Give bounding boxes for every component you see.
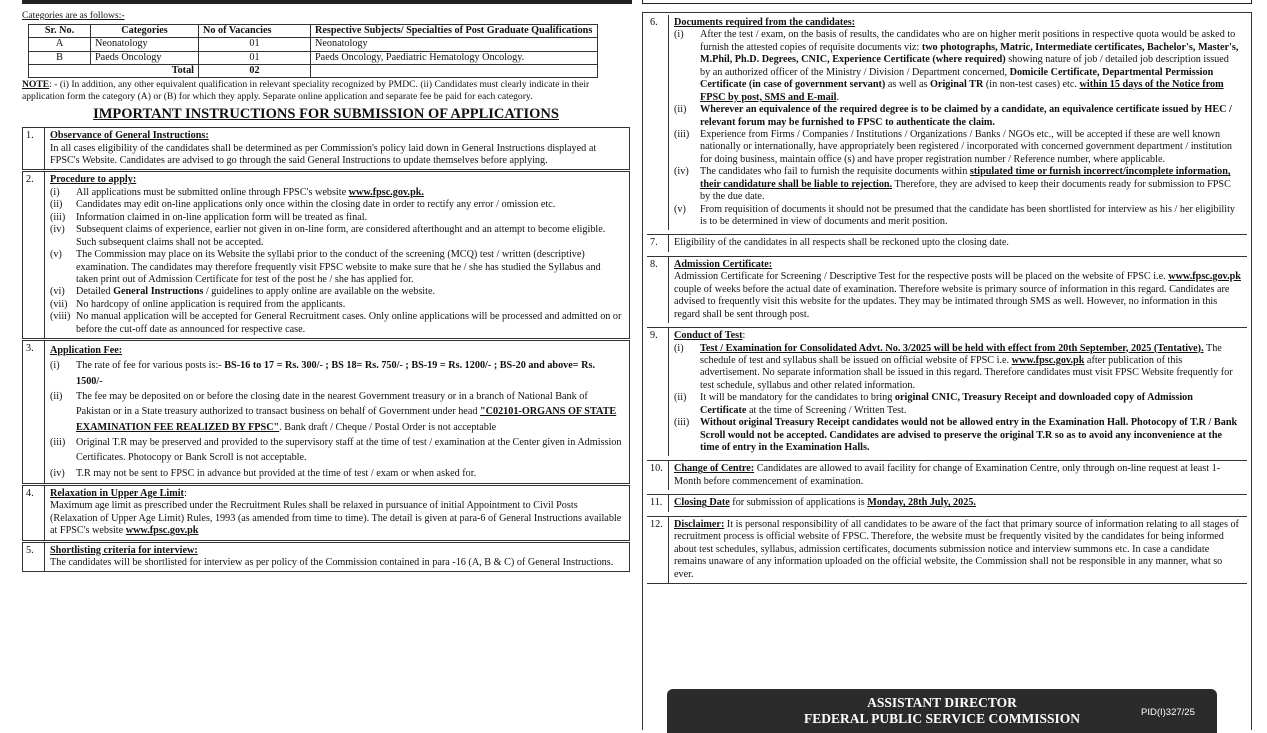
list-item — [50, 435, 623, 466]
section-title: Shortlisting criteria for interview: — [50, 544, 198, 556]
item-number: (i) — [674, 29, 684, 41]
item-text: The Commission may place on its Website the syllabi prior to the conduct of the screening (MCQ) test / written (descriptive) examination. The candidates may therefore frequently visit FPSC website to make sure that he / she has studied the Syllabus and taken print out of Admission Certificate for test of the post he / she has applied for. — [76, 249, 601, 285]
item-number: (v) — [50, 249, 62, 261]
item-number: (vii) — [50, 298, 68, 310]
item-text: From requisition of documents it should not be presumed that the candidate has been shortlisted for interview as his / her eligibility is to be determined in view of documents and merit position. — [700, 203, 1236, 227]
table-header: Sr. No. — [29, 24, 91, 37]
item-text: Therefore, they are advised to keep their documents ready for submission to FPSC by the due date. — [700, 178, 1231, 203]
item-number: (ii) — [674, 104, 687, 116]
section-text: In all cases eligibility of the candidates shall be determined as per Commission's policy laid down in General Instructions displayed at FPSC's Website. Candidates are advised to go through the said General Instructions to update themselves before applying. — [50, 142, 597, 167]
list-item — [674, 392, 1241, 417]
table-header-row — [29, 24, 598, 37]
list-item — [674, 343, 1241, 393]
section-number: 6. — [647, 15, 669, 230]
item-number: (iv) — [50, 224, 65, 236]
total-value: 02 — [199, 65, 311, 78]
section-6 — [647, 15, 1247, 230]
section-title: Closing Date — [674, 497, 730, 509]
note-label: NOTE — [22, 79, 50, 91]
section-text: The candidates will be shortlisted for interview as per policy of the Commission contained in para -16 (A, B & C) of General Instructions. — [50, 557, 614, 568]
list-item — [50, 466, 623, 481]
list-item — [50, 187, 623, 199]
list-item — [674, 417, 1241, 454]
item-text: Detailed — [76, 286, 114, 298]
table-cell: 01 — [199, 51, 311, 64]
item-text-bold: Original TR — [930, 79, 984, 91]
item-text: Information claimed in on-line application form will be treated as final. — [76, 211, 368, 223]
section-text: Maximum age limit as prescribed under the Recruitment Rules shall be relaxed in pursuance of initial Appointment to Civil Posts (Relaxation of Upper Age Limit) Rules, 1993 (as amended from time to time). The detail is given at para-6 of General Instructions available at FPSC's website — [50, 500, 622, 537]
table-row — [29, 38, 598, 51]
fee-rates: BS-16 to 17 = Rs. 300/- ; BS 18= Rs. 750/- ; BS-19 = Rs. 1200/- ; BS-20 and above= Rs. 1500/- — [76, 360, 596, 387]
item-text: Wherever an equivalence of the required degree is to be claimed by a candidate, an equivalence certificate issued by HEC / relevant forum may be furnished to FPSC to authenticate the claim. — [700, 104, 1232, 128]
section-1 — [22, 127, 630, 170]
table-header: Categories — [91, 24, 199, 37]
organization-name: FEDERAL PUBLIC SERVICE COMMISSION — [804, 711, 1080, 727]
item-text: The fee may be deposited on or before the closing date in the nearest Government treasury or in a branch of National Bank of Pakistan or in a State treasury authorized to transact business on behalf of Government under head — [76, 391, 588, 418]
categories-intro: Categories are as follows:- — [22, 10, 125, 21]
section-number: 8. — [647, 257, 669, 323]
item-number: (i) — [674, 342, 684, 354]
section-title: Admission Certificate: — [674, 258, 773, 270]
item-text: No hardcopy of online application is required from the applicants. — [76, 298, 346, 310]
item-number: (iv) — [674, 166, 689, 178]
item-text: / guidelines to apply online are available on the website. — [203, 286, 436, 298]
item-text: Original T.R may be preserved and provided to the supervisory staff at the time of test / examination at the Center given in Admission Certificates. Photocopy or Bank Scroll is not acceptable. — [76, 436, 622, 464]
pid-number: PID(I)327/25 — [1141, 707, 1195, 718]
section-11 — [647, 494, 1247, 511]
item-text: as well as — [885, 79, 930, 91]
signatory-title: ASSISTANT DIRECTOR — [867, 695, 1017, 710]
section-7 — [647, 234, 1247, 251]
item-number: (vi) — [50, 286, 65, 298]
section-text: couple of weeks before the actual date of examination. Therefore website is primary source of information in this regard. Candidates are advised to frequently visit this website for the updates. They may be intimated through SMS as well. However, no information in this regard shall be sent through post. — [674, 283, 1230, 320]
list-item — [674, 104, 1241, 129]
section-number: 11. — [647, 495, 669, 511]
fpsc-website-link[interactable]: www.fpsc.gov.pk. — [348, 186, 424, 198]
title-colon: : — [742, 330, 746, 342]
list-item — [50, 299, 623, 311]
instructions-heading: IMPORTANT INSTRUCTIONS FOR SUBMISSION OF APPLICATIONS — [93, 106, 559, 123]
total-label: Total — [29, 65, 199, 78]
section-9 — [647, 327, 1247, 456]
item-text-bold: stipulated time or furnish incorrect/incomplete information, their candidature shall be liable to rejection. — [700, 166, 1231, 190]
title-colon: : — [183, 487, 187, 499]
item-text: The candidates who fail to furnish the requisite documents within — [700, 166, 970, 178]
fpsc-website-link[interactable]: www.fpsc.gov.pk — [1011, 354, 1085, 366]
section-text: Eligibility of the candidates in all respects shall be reckoned upto the closing date. — [674, 237, 1009, 249]
section-title: Observance of General Instructions: — [50, 130, 209, 142]
table-cell: Paeds Oncology — [91, 51, 199, 64]
section-title: Disclaimer: — [674, 518, 725, 530]
item-text: . Bank draft / Cheque / Postal Order is not acceptable — [279, 421, 497, 433]
list-item — [50, 389, 623, 435]
item-text: T.R may not be sent to FPSC in advance but provided at the time of test / exam or when asked for. — [76, 467, 477, 479]
item-text-bold: General Instructions — [113, 286, 204, 298]
list-item — [674, 129, 1241, 166]
section-title: Application Fee: — [50, 345, 123, 357]
table-header: Respective Subjects/ Specialties of Post Graduate Qualifications — [311, 24, 598, 37]
section-number: 2. — [23, 172, 45, 338]
item-text: It will be mandatory for the candidates to bring — [700, 392, 895, 404]
item-text: After the test / exam, on the basis of results, the candidates who are on higher merit positions in respective quota would be asked to furnish the attested copies of requisite documents viz: — [700, 29, 1236, 53]
section-text: for submission of applications is — [729, 497, 868, 509]
section-number: 5. — [23, 543, 45, 572]
item-number: (ii) — [50, 391, 63, 403]
right-column — [642, 12, 1252, 730]
top-rule-left — [22, 0, 632, 4]
section-number: 7. — [647, 235, 669, 251]
section-number: 1. — [23, 128, 45, 169]
table-cell: Neonatology — [311, 38, 598, 51]
section-3 — [22, 340, 630, 484]
section-number: 12. — [647, 517, 669, 583]
item-text: The schedule of test and syllabus shall be issued on official website of FPSC i.e. — [700, 342, 1222, 366]
note-text: : - (i) In addition, any other equivalent qualification in relevant speciality recognized by PMDC. (ii) Candidates must clearly indicate in their application form the category (A) or (B) for which they apply. Separate online application and separate fee be paid for each category. — [22, 79, 590, 102]
closing-date: Monday, 28th July, 2025. — [867, 497, 976, 509]
table-total-row — [29, 65, 598, 78]
note — [22, 79, 630, 102]
table-row — [29, 51, 598, 64]
item-number: (iv) — [50, 467, 65, 479]
fpsc-website-link[interactable]: www.fpsc.gov.pk — [125, 525, 199, 537]
section-8 — [647, 256, 1247, 323]
item-text: Without original Treasury Receipt candidates would not be allowed entry in the Examination Hall. Photocopy of T.R / Bank Scroll would not be accepted. Candidates are advised to preserve the original T.R so as to avoid any inconvenience at the time of entry in the Examination Halls. — [700, 417, 1238, 453]
section-title: Procedure to apply: — [50, 174, 137, 186]
section-text: Candidates are allowed to avail facility for change of Examination Centre, only through on-line request at least 1-Month before commencement of examination. — [674, 463, 1221, 487]
item-text: Experience from Firms / Companies / Institutions / Organizations / Banks / NGOs etc., will be accepted if these are well known nationally or internationally, have appropriately been registered / incorporated with concerned government department / institution for doing business, maintain office (s) and have proper registration number / Reference number, where applicable. — [700, 128, 1233, 165]
item-text: at the time of Screening / Written Test. — [746, 404, 907, 416]
signature-block — [667, 689, 1217, 733]
list-item — [674, 166, 1241, 203]
list-item — [674, 204, 1241, 229]
list-item — [50, 199, 623, 211]
test-date: Test / Examination for Consolidated Advt. No. 3/2025 will be held with effect from 20th September, 2025 (Tentative). — [700, 342, 1204, 354]
item-number: (viii) — [50, 311, 71, 323]
fee-head: "C02101-ORGANS OF STATE EXAMINATION FEE REALIZED BY FPSC" — [76, 406, 617, 433]
section-number: 4. — [23, 486, 45, 540]
list-item — [50, 358, 623, 389]
item-text: . — [836, 91, 839, 103]
list-item — [674, 29, 1241, 104]
section-4 — [22, 485, 630, 541]
section-number: 3. — [23, 341, 45, 483]
section-number: 10. — [647, 461, 669, 490]
item-text: after publication of this advertisement. No separate information shall be issued in this regard. Therefore candidates must visit FPSC Website frequently for test schedule, syllabus and other related information. — [700, 354, 1233, 391]
item-number: (i) — [50, 360, 60, 372]
item-text: The rate of fee for various posts is:- — [76, 360, 225, 372]
item-number: (iii) — [50, 211, 66, 223]
section-title: Conduct of Test — [674, 330, 743, 342]
item-number: (i) — [50, 186, 60, 198]
list-item — [50, 311, 623, 336]
section-title: Relaxation in Upper Age Limit — [50, 487, 184, 499]
section-12 — [647, 516, 1247, 584]
list-item — [50, 212, 623, 224]
item-text: showing nature of job / detailed job description issued by an authorized officer of the Ministry / Division / Department concerned, — [700, 54, 1229, 78]
item-number: (iii) — [50, 436, 66, 448]
section-2 — [22, 171, 630, 339]
section-title: Documents required from the candidates: — [674, 17, 856, 28]
list-item — [50, 286, 623, 298]
categories-table — [28, 24, 598, 79]
item-number: (iii) — [674, 417, 690, 429]
item-number: (iii) — [674, 128, 690, 140]
table-cell: Neonatology — [91, 38, 199, 51]
section-text: Admission Certificate for Screening / Descriptive Test for the respective posts will be placed on the website of FPSC i.e. — [674, 271, 1169, 283]
item-text: (in non-test cases) etc. — [983, 79, 1080, 91]
table-cell: 01 — [199, 38, 311, 51]
table-header: No of Vacancies — [199, 24, 311, 37]
item-number: (ii) — [50, 199, 63, 211]
section-number: 9. — [647, 328, 669, 456]
section-5 — [22, 542, 630, 573]
item-text-bold: Domicile Certificate, Departmental Permission Certificate (in case of government servant) — [700, 66, 1214, 91]
fpsc-website-link[interactable]: www.fpsc.gov.pk — [1168, 271, 1241, 283]
section-10 — [647, 460, 1247, 490]
section-text: It is personal responsibility of all candidates to be aware of the fact that primary source of information relating to all stages of recruitment process is official website of FPSC. Therefore, the website must be frequently visited by the candidates for being informed about test schedules, syllabus, admission certificates, documents submission notice and interview summons etc. In case a candidate remains unaware of any information uploaded on the official website, the Commission shall not be responsible in any manner, what so ever. — [674, 518, 1239, 580]
table-cell: B — [29, 51, 91, 64]
list-item — [50, 249, 623, 286]
table-cell: Paeds Oncology, Paediatric Hematology Oncology. — [311, 51, 598, 64]
item-text-bold: two photographs, Matric, Intermediate certificates, Bachelor's, Master's, M.Phil, Ph.D. Degrees, CNIC, Experience Certificate (where required) — [700, 41, 1239, 66]
list-item — [50, 224, 623, 249]
item-number: (ii) — [674, 392, 687, 404]
item-text: Subsequent claims of experience, earlier not given in on-line form, are considered afterthought and an attempt to become eligible. Such subsequent claims shall not be accepted. — [76, 224, 606, 248]
top-rule-right — [642, 0, 1252, 4]
section-title: Change of Centre: — [674, 463, 755, 475]
item-text-bold: within 15 days of the Notice from FPSC by post, SMS and E-mail — [700, 79, 1224, 103]
item-number: (v) — [674, 203, 686, 215]
table-cell-empty — [311, 65, 598, 78]
table-cell: A — [29, 38, 91, 51]
left-column — [22, 10, 630, 573]
item-text: All applications must be submitted online through FPSC's website — [76, 186, 349, 198]
item-text: No manual application will be accepted for General Recruitment cases. Only online applications will be processed and admitted on or before the cut-off date as announced for respective case. — [76, 311, 622, 335]
item-text-bold: original CNIC, Treasury Receipt and downloaded copy of Admission Certificate — [700, 392, 1193, 416]
item-text: Candidates may edit on-line applications only once within the closing date in order to rectify any error / omission etc. — [76, 199, 556, 211]
